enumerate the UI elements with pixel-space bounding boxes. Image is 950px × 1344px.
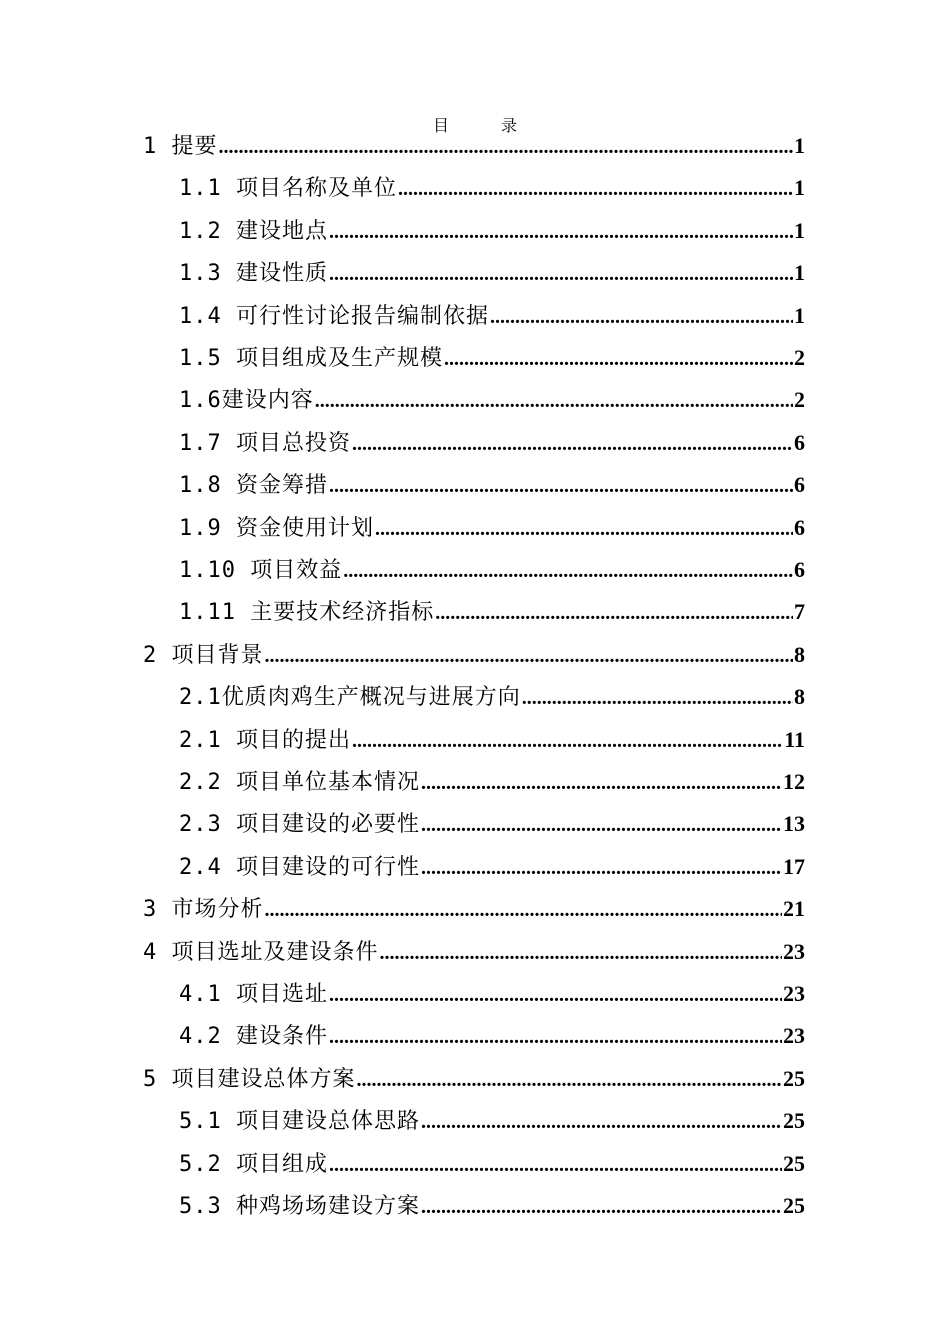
toc-entry-page: 6 — [794, 429, 805, 455]
toc-entry[interactable] — [179, 804, 805, 844]
toc-entry-label: 1.1 项目名称及单位 — [179, 176, 397, 202]
toc-entry-label: 1 提要 — [143, 134, 218, 159]
toc-entry-label: 1.11 主要技术经济指标 — [179, 600, 435, 626]
toc-entry-label: 1.2 建设地点 — [179, 218, 328, 244]
toc-dot-leader — [329, 1017, 782, 1057]
toc-dot-leader — [421, 763, 782, 803]
toc-entry-label: 5 项目建设总体方案 — [143, 1066, 356, 1092]
toc-entry-page: 23 — [783, 981, 805, 1006]
toc-dot-leader — [375, 509, 793, 549]
toc-entry[interactable] — [179, 762, 805, 802]
toc-entry[interactable] — [179, 1016, 805, 1056]
toc-entry[interactable] — [143, 1059, 805, 1099]
toc-entry-label: 4 项目选址及建设条件 — [143, 939, 379, 965]
toc-entry[interactable] — [179, 211, 805, 251]
toc-entry-label: 3 市场分析 — [143, 897, 264, 923]
toc-entry-page: 6 — [794, 472, 805, 498]
toc-dot-leader — [329, 1145, 782, 1185]
toc-dot-leader — [522, 678, 793, 718]
toc-entry-label: 5.2 项目组成 — [179, 1151, 328, 1177]
toc-entry[interactable] — [179, 508, 805, 548]
toc-entry[interactable] — [179, 1186, 805, 1226]
toc-entry-page: 2 — [794, 345, 805, 370]
toc-dot-leader — [265, 636, 794, 676]
toc-entry-label: 1.3 建设性质 — [179, 261, 328, 287]
toc-dot-leader — [329, 466, 793, 506]
toc-dot-leader — [315, 381, 793, 421]
toc-entry[interactable] — [179, 974, 805, 1014]
toc-entry[interactable] — [179, 847, 805, 887]
toc-entry-page: 1 — [794, 133, 805, 158]
toc-dot-leader — [421, 848, 782, 888]
toc-dot-leader — [329, 212, 793, 252]
toc-dot-leader — [421, 805, 782, 845]
toc-title-right: 录 — [501, 116, 518, 135]
toc-entry[interactable] — [179, 592, 805, 632]
toc-entry-page: 1 — [794, 217, 805, 243]
toc-entry-page: 8 — [794, 641, 805, 667]
toc-entry-page: 11 — [784, 726, 805, 752]
toc-dot-leader — [357, 1060, 783, 1100]
toc-entry-label: 1.4 可行性讨论报告编制依据 — [179, 303, 489, 329]
toc-dot-leader — [329, 254, 793, 294]
toc-entry[interactable] — [179, 550, 805, 590]
toc-entry-page: 23 — [783, 938, 805, 964]
toc-dot-leader — [265, 890, 783, 930]
toc-entry-label: 1.6建设内容 — [179, 388, 314, 414]
toc-dot-leader — [352, 424, 793, 464]
toc-entry[interactable] — [179, 1101, 805, 1141]
toc-entry-label: 1.7 项目总投资 — [179, 430, 351, 456]
toc-entry-label: 5.1 项目建设总体思路 — [179, 1109, 420, 1135]
toc-entry[interactable] — [143, 126, 805, 166]
toc-dot-leader — [219, 127, 794, 167]
toc-entry-page: 2 — [794, 387, 805, 413]
toc-dot-leader — [352, 721, 783, 761]
toc-entry[interactable] — [143, 889, 805, 929]
toc-entry-page: 13 — [783, 811, 805, 837]
toc-entry-label: 4.2 建设条件 — [179, 1024, 328, 1050]
toc-dot-leader — [444, 339, 793, 379]
toc-entry[interactable] — [179, 380, 805, 420]
toc-entry-page: 17 — [783, 853, 805, 879]
toc-entry-page: 1 — [794, 260, 805, 286]
toc-dot-leader — [329, 975, 782, 1015]
toc-dot-leader — [421, 1102, 782, 1142]
toc-entry-label: 4.1 项目选址 — [179, 982, 328, 1007]
toc-entry[interactable] — [179, 338, 805, 378]
toc-entry-label: 1.9 资金使用计划 — [179, 515, 374, 541]
toc-entry-label: 2.1优质肉鸡生产概况与进展方向 — [179, 685, 521, 711]
toc-entry-label: 2.4 项目建设的可行性 — [179, 854, 420, 880]
toc-entry-page: 6 — [794, 514, 805, 540]
toc-dot-leader — [380, 933, 783, 973]
toc-entry-label: 1.5 项目组成及生产规模 — [179, 346, 443, 371]
toc-dot-leader — [421, 1187, 782, 1227]
toc-entry-page: 7 — [794, 599, 805, 625]
toc-entry-label: 1.10 项目效益 — [179, 558, 343, 583]
toc-dot-leader — [490, 297, 793, 337]
toc-entry-page: 1 — [794, 175, 805, 201]
toc-entry[interactable] — [179, 677, 805, 717]
toc-entry[interactable] — [179, 465, 805, 505]
toc-entry[interactable] — [179, 168, 805, 208]
toc-entry-page: 25 — [783, 1108, 805, 1134]
toc-entry-page: 23 — [783, 1023, 805, 1049]
toc-entry-label: 2 项目背景 — [143, 642, 264, 668]
toc-title-left: 目 — [432, 116, 449, 135]
toc-entry[interactable] — [179, 423, 805, 463]
toc-entry-page: 12 — [783, 769, 805, 794]
toc-entry[interactable] — [179, 720, 805, 760]
toc-entry-page: 25 — [783, 1065, 805, 1091]
toc-entry-label: 5.3 种鸡场场建设方案 — [179, 1194, 420, 1219]
toc-entry-page: 25 — [783, 1150, 805, 1176]
toc-entry-page: 21 — [783, 896, 805, 922]
toc-entry-page: 6 — [794, 557, 805, 582]
toc-entry-page: 8 — [794, 684, 805, 710]
toc-entry[interactable] — [143, 932, 805, 972]
toc-entry-label: 2.2 项目单位基本情况 — [179, 770, 420, 795]
toc-entry[interactable] — [179, 296, 805, 336]
toc-entry-label: 1.8 资金筹措 — [179, 473, 328, 499]
toc-dot-leader — [435, 593, 793, 633]
toc-dot-leader — [343, 551, 793, 591]
toc-entry-label: 2.3 项目建设的必要性 — [179, 812, 420, 838]
toc-entry-page: 25 — [783, 1193, 805, 1218]
toc-entry[interactable] — [143, 635, 805, 675]
toc-entry-page: 1 — [794, 302, 805, 328]
toc-entry[interactable] — [179, 1144, 805, 1184]
toc-entry[interactable] — [179, 253, 805, 293]
toc-entry-label: 2.1 项目的提出 — [179, 727, 351, 753]
toc-dot-leader — [398, 169, 793, 209]
